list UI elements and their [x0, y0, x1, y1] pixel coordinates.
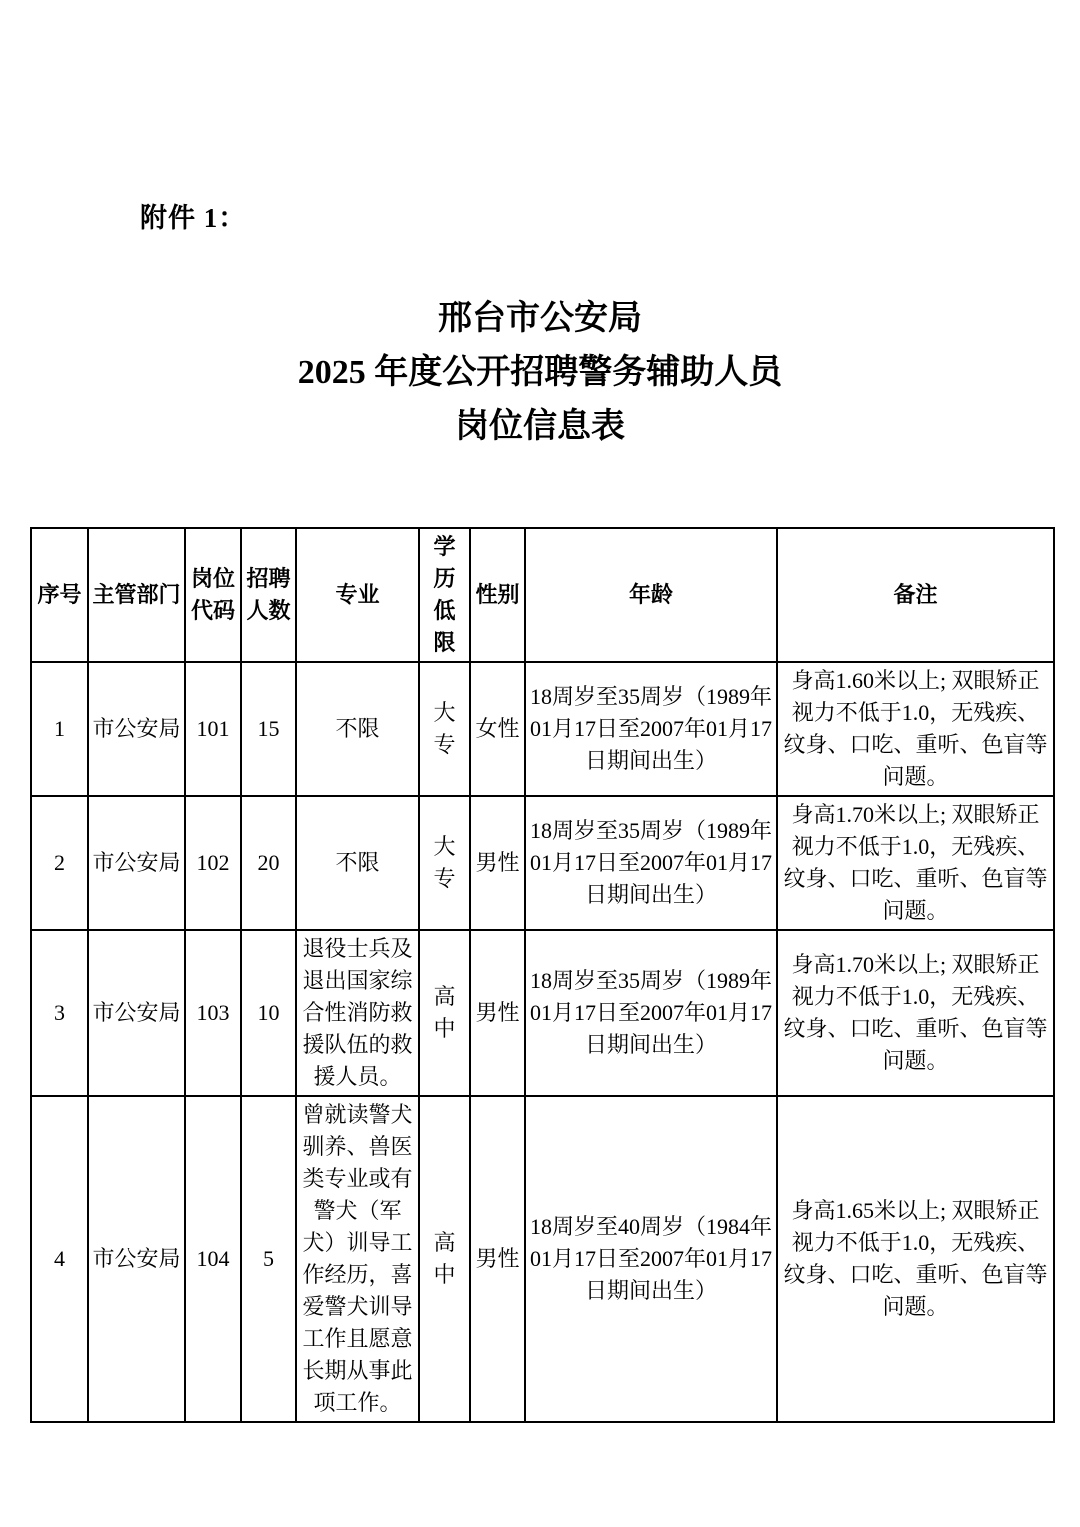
- cell-serial: 3: [31, 930, 88, 1096]
- table-row: [31, 662, 1054, 796]
- cell-remarks: 身高1.65米以上; 双眼矫正视力不低于1.0，无残疾、纹身、口吃、重听、色盲等问题。: [777, 1096, 1054, 1422]
- cell-education: 高中: [419, 930, 470, 1096]
- cell-remarks: 身高1.60米以上; 双眼矫正视力不低于1.0，无残疾、纹身、口吃、重听、色盲等问题。: [777, 662, 1054, 796]
- cell-serial: 1: [31, 662, 88, 796]
- col-header-major: 专业: [296, 528, 419, 662]
- cell-major: 退役士兵及退出国家综合性消防救援队伍的救援人员。: [296, 930, 419, 1096]
- col-header-serial: 序号: [31, 528, 88, 662]
- cell-serial: 2: [31, 796, 88, 930]
- col-header-age: 年龄: [525, 528, 777, 662]
- title-line-2: 2025 年度公开招聘警务辅助人员: [297, 354, 783, 391]
- cell-remarks: 身高1.70米以上; 双眼矫正视力不低于1.0，无残疾、纹身、口吃、重听、色盲等问题。: [777, 930, 1054, 1096]
- cell-education: 高中: [419, 1096, 470, 1422]
- cell-gender: 女性: [470, 662, 525, 796]
- cell-gender: 男性: [470, 1096, 525, 1422]
- cell-education: 大专: [419, 796, 470, 930]
- cell-gender: 男性: [470, 796, 525, 930]
- cell-position-code: 101: [185, 662, 241, 796]
- table-row: [31, 930, 1054, 1096]
- cell-department: 市公安局: [88, 1096, 185, 1422]
- cell-age: 18周岁至35周岁（1989年01月17日至2007年01月17日期间出生）: [525, 930, 777, 1096]
- cell-position-code: 102: [185, 796, 241, 930]
- cell-headcount: 20: [241, 796, 296, 930]
- cell-position-code: 103: [185, 930, 241, 1096]
- cell-major: 曾就读警犬驯养、兽医类专业或有警犬（军犬）训导工作经历，喜爱警犬训导工作且愿意长期从事此项工作。: [296, 1096, 419, 1422]
- cell-age: 18周岁至35周岁（1989年01月17日至2007年01月17日期间出生）: [525, 796, 777, 930]
- col-header-department: 主管部门: [88, 528, 185, 662]
- col-header-remarks: 备注: [777, 528, 1054, 662]
- cell-department: 市公安局: [88, 662, 185, 796]
- cell-headcount: 10: [241, 930, 296, 1096]
- cell-serial: 4: [31, 1096, 88, 1422]
- cell-remarks: 身高1.70米以上; 双眼矫正视力不低于1.0，无残疾、纹身、口吃、重听、色盲等问题。: [777, 796, 1054, 930]
- positions-table: [30, 527, 1055, 1423]
- cell-gender: 男性: [470, 930, 525, 1096]
- table-header-row: [31, 528, 1054, 662]
- cell-department: 市公安局: [88, 796, 185, 930]
- cell-major: 不限: [296, 796, 419, 930]
- title-line-1: 邢台市公安局: [438, 300, 642, 337]
- cell-major: 不限: [296, 662, 419, 796]
- table-row: [31, 796, 1054, 930]
- col-header-headcount: 招聘人数: [241, 528, 296, 662]
- title-line-3: 岗位信息表: [455, 408, 625, 445]
- cell-headcount: 5: [241, 1096, 296, 1422]
- cell-position-code: 104: [185, 1096, 241, 1422]
- cell-department: 市公安局: [88, 930, 185, 1096]
- cell-headcount: 15: [241, 662, 296, 796]
- col-header-gender: 性别: [470, 528, 525, 662]
- attachment-label: 附件 1：: [140, 203, 247, 233]
- col-header-position-code: 岗位代码: [185, 528, 241, 662]
- cell-education: 大专: [419, 662, 470, 796]
- cell-age: 18周岁至35周岁（1989年01月17日至2007年01月17日期间出生）: [525, 662, 777, 796]
- document-title: [0, 292, 1080, 454]
- table-row: [31, 1096, 1054, 1422]
- cell-age: 18周岁至40周岁（1984年01月17日至2007年01月17日期间出生）: [525, 1096, 777, 1422]
- col-header-education: 学历低限: [419, 528, 470, 662]
